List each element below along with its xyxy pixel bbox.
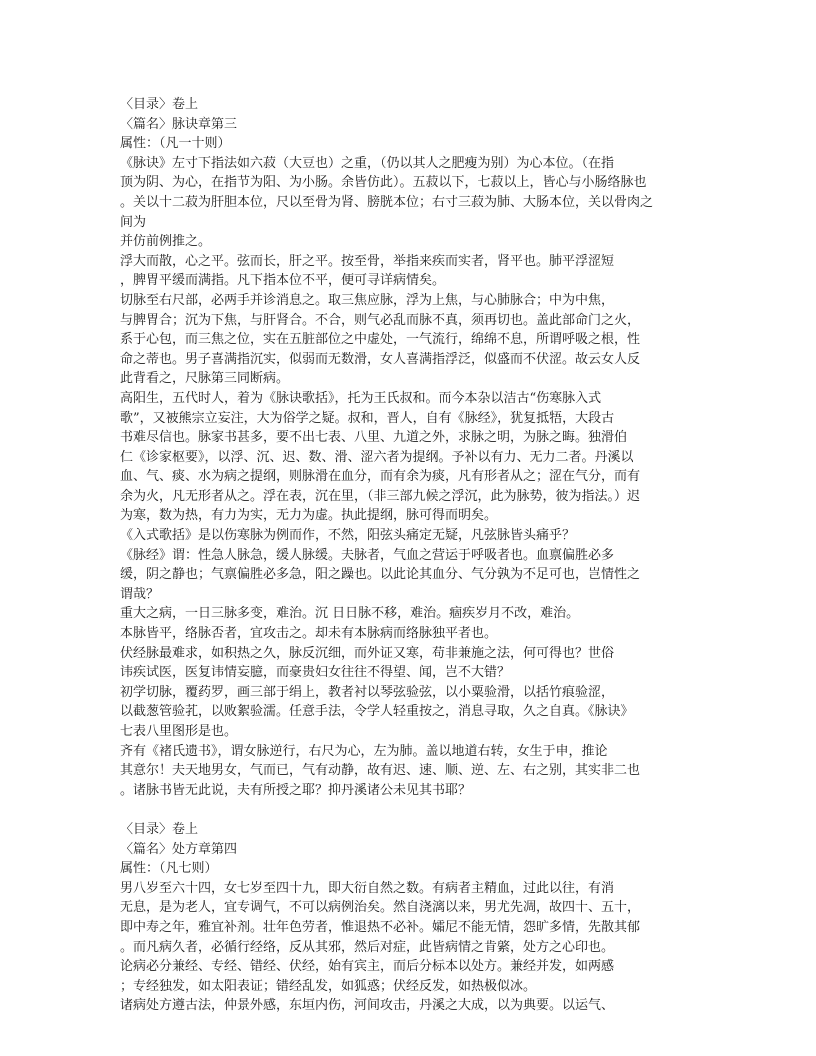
text-line: 血、气、痰、水为病之提纲，则脉滑在血分，而有余为痰，凡有形者从之；涩在气分，而有 [120,469,641,485]
text-line: 仁《诊家枢要》，以浮、沉、迟、数、滑、涩六者为提纲。予补以有力、无力二者。丹溪以 [120,449,634,465]
text-line: 系于心包，而三焦之位，实在五脏部位之中虚处，一气流行，绵绵不息，所谓呼吸之根，性 [120,332,641,348]
text-line: 此背看之，尺脉第三同断病。 [120,371,290,387]
text-line: 初学切脉，覆药罗，画三部于绢上，教者衬以琴弦验弦，以小粟验滑，以括竹痕验涩， [120,684,615,700]
text-line: ，脾胃平缓而满指。凡下指本位不平，便可寻详病情矣。 [120,273,446,289]
text-line: 以截葱管验芤，以败絮验濡。任意手法，令学人轻重按之，消息寻取，久之自真。《脉诀》 [120,704,634,720]
text-line: 属性：（凡一十则） [120,136,231,152]
text-line: 齐有《褚氏遗书》，谓女脉逆行，右尺为心，左为肺。盖以地道右转，女生于申，推论 [120,743,608,759]
text-line: 为寒，数为热，有力为实，无力为虚。执此提纲，脉可得而明矣。 [120,508,498,524]
text-line: 。关以十二菽为肝胆本位，尺以至骨为肾、膀胱本位；右寸三菽为肺、大肠本位，关以骨肉之 [120,194,654,210]
text-line: 。而凡病久者，必循行经络，反从其邪，然后对症，此皆病情之肯綮，处方之心印也。 [120,939,615,955]
text-line: 论病必分兼经、专经、错经、伏经，始有宾主，而后分标本以处方。兼经并发，如两感 [120,959,615,975]
text-line: 男八岁至六十四，女七岁至四十九，即大衍自然之数。有病者主精血，过此以往，有消 [120,880,615,896]
text-line: 歌”，又被熊宗立妄注，大为俗学之疑。叔和，晋人，自有《脉经》，犹复抵牾，大段古 [120,410,615,426]
text-line: 〈篇名〉脉诀章第三 [120,116,238,132]
text-line: 伏经脉最难求，如积热之久，脉反沉细，而外证又寒，苟非兼施之法，何可得也？世俗 [120,645,615,661]
text-line: 《脉经》谓：性急人脉急，缓人脉缓。夫脉者，气血之营运于呼吸者也。血禀偏胜必多 [120,547,615,563]
text-line: 。诸脉书皆无此说，夫有所授之耶？抑丹溪诸公未见其书耶？ [120,782,472,798]
text-line: 七表八里图形是也。 [120,724,238,739]
text-line: 即中寿之年，雅宜补剂。壮年色劳者，惟退热不必补。孀尼不能无情，怨旷多情，先散其郁 [120,919,641,935]
text-line: 与脾胃合；沉为下焦，与肝肾合。不合，则气必乱而脉不真，须再切也。盖此部命门之火， [120,312,641,328]
text-line: 其意尔！夫天地男女，气而已，气有动静，故有迟、速、顺、逆、左、右之别，其实非二也 [120,763,641,779]
text-line: 间为 [120,214,147,230]
text-line: 重大之病，一日三脉多变，难治。沉 日日脉不移，难治。痼疾岁月不改，难治。 [120,606,580,622]
text-line: 讳疾试医，医复讳情妄臆，而豪贵妇女往往不得望、闻，岂不大错？ [120,665,511,681]
text-line: 《入式歌括》是以伤寒脉为例而作，不然，阳弦头痛定无疑，凡弦脉皆头痛乎？ [120,528,576,544]
text-line: 谓哉？ [120,586,160,602]
text-line: 〈篇名〉处方章第四 [120,841,238,857]
text-line: 无息，是为老人，宜专调气，不可以病例治矣。然自浇漓以来，男尤先凋，故四十、五十， [120,900,641,916]
text-line: 诸病处方遵古法，仲景外感，东垣内伤，河间攻击，丹溪之大成，以为典要。以运气、 [120,998,615,1014]
text-line: 余为火，凡无形者从之。浮在表，沉在里，（非三部九候之浮沉，此为脉势，彼为指法。）迟 [120,488,641,504]
text-line: 属性：（凡七则） [120,861,218,877]
text-line: 本脉皆平，络脉否者，宜攻击之。却未有本脉病而络脉独平者也。 [120,626,498,642]
section-gap [120,800,700,820]
text-line: ；专经独发，如太阳表证；错经乱发，如狐惑；伏经反发，如热极似冰。 [120,978,537,994]
text-line: 浮大而散，心之平。弦而长，肝之平。按至骨，举指来疾而实者，肾平也。肺平浮涩短 [120,253,615,269]
text-line: 切脉至右尺部，必两手并诊消息之。取三焦应脉，浮为上焦，与心肺脉合；中为中焦， [120,292,615,308]
text-line: 〈目录〉卷上 [120,97,199,112]
text-line: 书难尽信也。脉家书甚多，要不出七表、八里、九道之外，求脉之明，为脉之晦。独滑伯 [120,430,628,446]
text-line: 命之蒂也。男子喜满指沉实，似弱而无数滑，女人喜满指浮泛，似盛而不伏涩。故云女人反 [120,351,641,367]
text-line: 缓，阴之静也；气禀偏胜必多急，阳之躁也。以此论其血分、气分孰为不足可也，岂情性之 [120,567,641,583]
document-page [120,95,700,1016]
text-line: 〈目录〉卷上 [120,821,199,837]
section-pulse-chapter [120,95,700,800]
text-line: 高阳生，五代时人，着为《脉诀歌括》，托为王氏叔和。而今本杂以洁古“伤寒脉入式 [120,390,602,406]
text-line: 《脉诀》左寸下指法如六菽（大豆也）之重，（仍以其人之肥瘦为别）为心本位。（在指 [120,155,615,171]
text-line: 并仿前例推之。 [120,234,212,250]
text-line: 顶为阴、为心，在指节为阳、为小肠。余皆仿此）。五菽以下，七菽以上，皆心与小肠络脉也 [120,175,647,191]
section-prescription-chapter [120,820,700,1016]
